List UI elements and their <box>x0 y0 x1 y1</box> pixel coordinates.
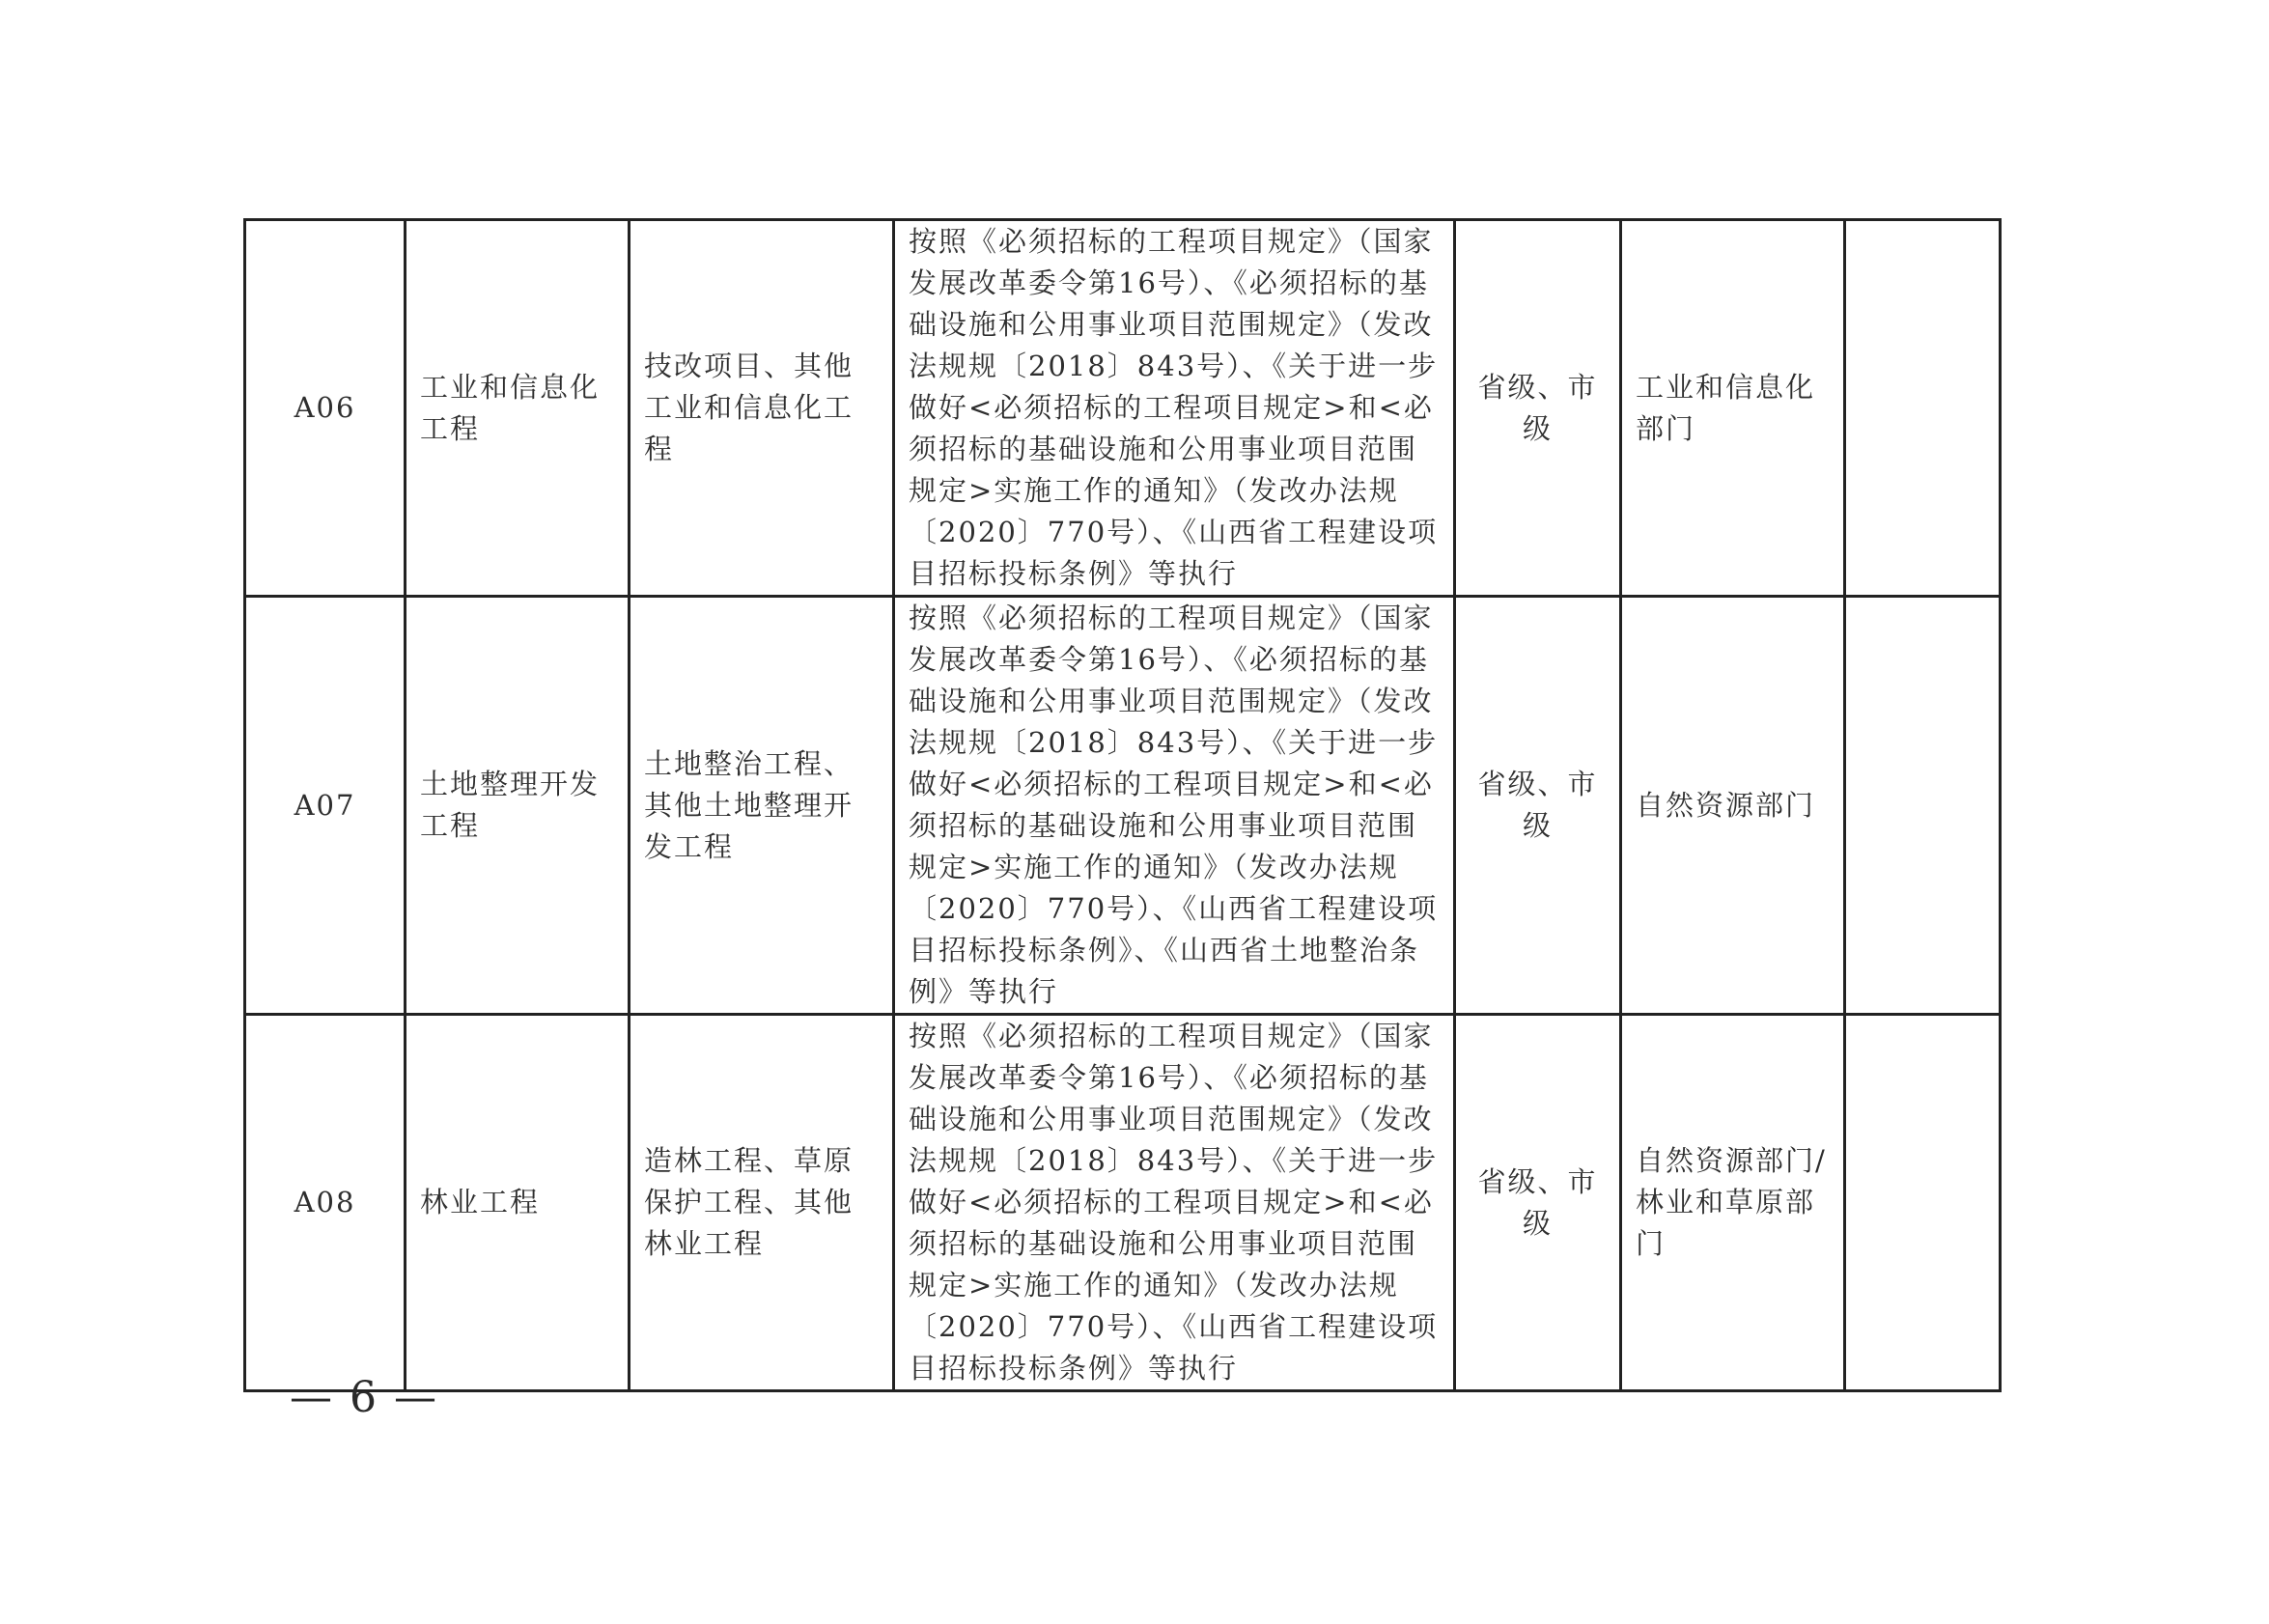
project-scope: 技改项目、其他工业和信息化工程 <box>630 220 894 597</box>
admin-level: 省级、市级 <box>1455 220 1621 597</box>
item-code: A08 <box>245 1015 406 1391</box>
project-category: 林业工程 <box>406 1015 630 1391</box>
remark-cell <box>1845 597 2001 1015</box>
responsible-department: 自然资源部门 <box>1621 597 1845 1015</box>
table-row <box>245 220 2001 597</box>
item-code: A06 <box>245 220 406 597</box>
responsible-department: 自然资源部门/林业和草原部门 <box>1621 1015 1845 1391</box>
table-row <box>245 1015 2001 1391</box>
table-row <box>245 597 2001 1015</box>
responsible-department: 工业和信息化部门 <box>1621 220 1845 597</box>
project-scope: 造林工程、草原保护工程、其他林业工程 <box>630 1015 894 1391</box>
legal-basis: 按照《必须招标的工程项目规定》（国家发展改革委令第16号）、《必须招标的基础设施和公用事业项目范围规定》（发改法规规〔2018〕843号）、《关于进一步做好<必须招标的工程项目规定>和<必须招标的基础设施和公用事业项目范围规定>实施工作的通知》（发改办法规〔2020〕770号）、《山西省工程建设项目招标投标条例》、《山西省土地整治条例》等执行 <box>894 597 1455 1015</box>
remark-cell <box>1845 1015 2001 1391</box>
admin-level: 省级、市级 <box>1455 597 1621 1015</box>
page-number: — 6 — <box>290 1373 438 1422</box>
project-category: 土地整理开发工程 <box>406 597 630 1015</box>
project-category: 工业和信息化工程 <box>406 220 630 597</box>
project-table <box>243 218 2002 1392</box>
project-scope: 土地整治工程、其他土地整理开发工程 <box>630 597 894 1015</box>
legal-basis: 按照《必须招标的工程项目规定》（国家发展改革委令第16号）、《必须招标的基础设施和公用事业项目范围规定》（发改法规规〔2018〕843号）、《关于进一步做好<必须招标的工程项目规定>和<必须招标的基础设施和公用事业项目范围规定>实施工作的通知》（发改办法规〔2020〕770号）、《山西省工程建设项目招标投标条例》等执行 <box>894 220 1455 597</box>
remark-cell <box>1845 220 2001 597</box>
item-code: A07 <box>245 597 406 1015</box>
legal-basis: 按照《必须招标的工程项目规定》（国家发展改革委令第16号）、《必须招标的基础设施和公用事业项目范围规定》（发改法规规〔2018〕843号）、《关于进一步做好<必须招标的工程项目规定>和<必须招标的基础设施和公用事业项目范围规定>实施工作的通知》（发改办法规〔2020〕770号）、《山西省工程建设项目招标投标条例》等执行 <box>894 1015 1455 1391</box>
admin-level: 省级、市级 <box>1455 1015 1621 1391</box>
